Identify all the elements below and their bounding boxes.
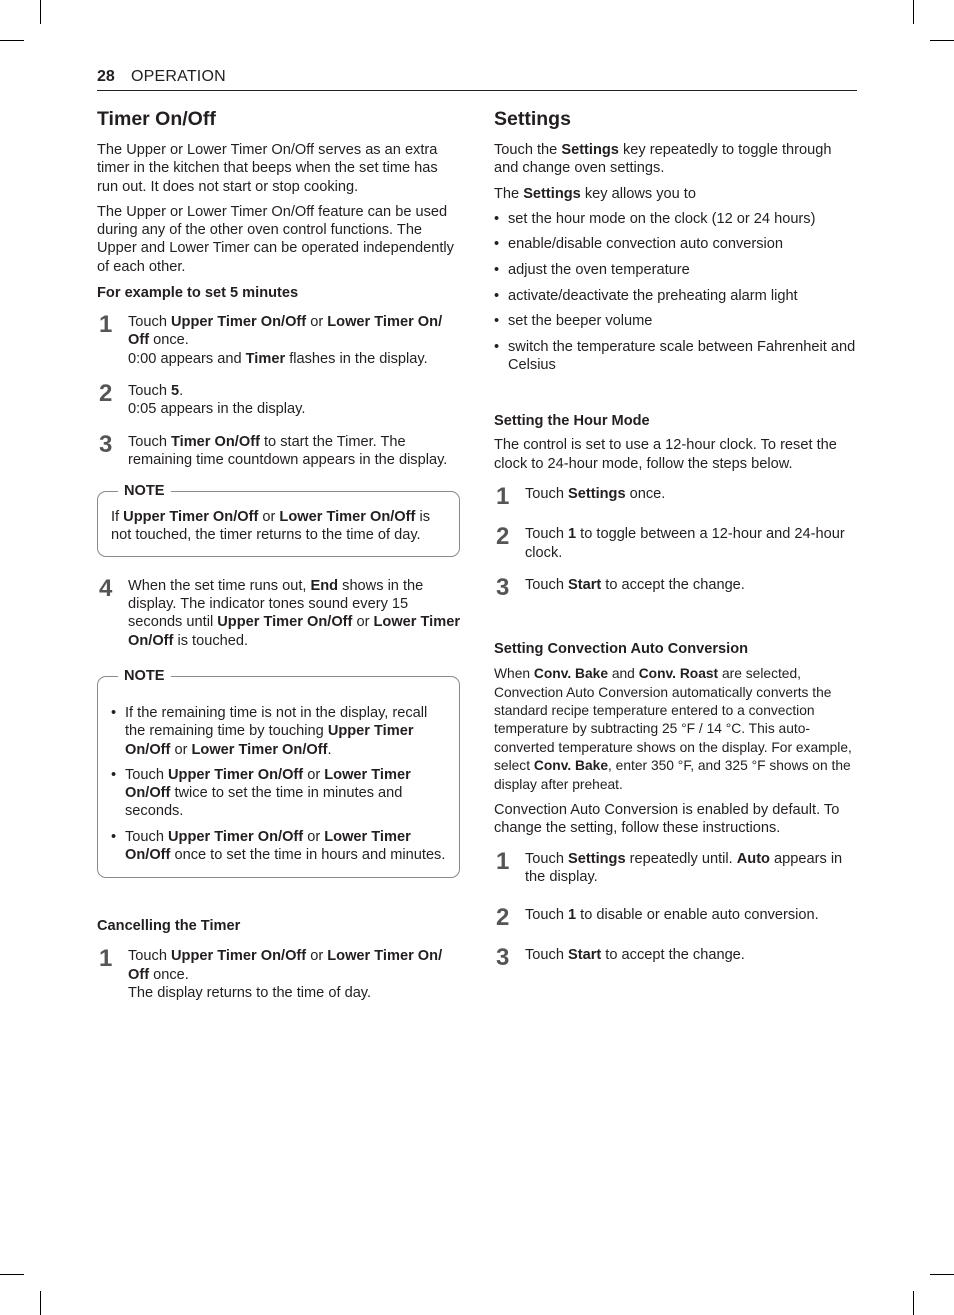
list-item: • activate/deactivate the preheating alarm light (494, 287, 857, 305)
crop-mark (913, 1291, 914, 1315)
crop-mark (40, 1291, 41, 1315)
crop-mark (0, 1274, 24, 1275)
timer-step-2: 2 Touch 5. 0:05 appears in the display. (99, 379, 306, 418)
timer-step-3: 3 Touch Timer On/Off to start the Timer. The remaining time countdown appears in the display. (99, 430, 448, 468)
note-label: NOTE (118, 667, 171, 685)
step-number: 3 (496, 943, 510, 971)
crop-mark (930, 40, 954, 41)
step-number: 1 (496, 847, 510, 875)
timer-intro-2: The Upper or Lower Timer On/Off feature can be used during any of the other oven control functions. The Upper and Lower Timer can be operated independently of each other. (97, 203, 454, 275)
hour-step-2: 2 Touch 1 to toggle between a 12-hour and 24-hour clock. (496, 523, 845, 561)
settings-intro: Touch the Settings key repeatedly to toggle through and change oven settings. (494, 142, 832, 177)
note-label: NOTE (118, 482, 171, 500)
page-header (97, 66, 857, 91)
step-number: 1 (496, 483, 510, 511)
conv-description: When Conv. Bake and Conv. Roast are selected, Convection Auto Conversion automatically converts the standard recipe temperature entered to a convection temperature by subtracting 25 °F / 14 °C. This auto-converted temperature shows on the display. For example, select Conv. Bake, enter 350 °F, and 325 °F shows on the display after preheat. (494, 666, 852, 792)
crop-mark (0, 40, 24, 41)
step-number: 3 (496, 573, 510, 601)
step-number: 4 (99, 574, 113, 602)
list-item: • adjust the oven temperature (494, 261, 857, 279)
conv-step-2: 2 Touch 1 to disable or enable auto conversion. (496, 904, 819, 932)
note-item: • Touch Upper Timer On/Off or Lower Timer On/Off once to set the time in hours and minutes. (111, 828, 446, 865)
hour-mode-intro: The control is set to use a 12-hour clock. To reset the clock to 24-hour mode, follow the steps below. (494, 437, 837, 472)
conv-heading: Setting Convection Auto Conversion (494, 641, 749, 658)
settings-title: Settings (494, 108, 571, 130)
hour-mode-heading: Setting the Hour Mode (494, 413, 650, 430)
crop-mark (930, 1274, 954, 1275)
settings-list (494, 210, 857, 375)
step-number: 3 (99, 430, 113, 458)
step-number: 1 (99, 311, 113, 339)
crop-mark (913, 0, 914, 24)
hour-step-3: 3 Touch Start to accept the change. (496, 573, 745, 601)
step-number: 1 (99, 945, 113, 973)
timer-step-4: 4 When the set time runs out, End shows in the display. The indicator tones sound every 15 seconds until Upper Timer On/Off or Lower Timer On/Off is touched. (99, 574, 461, 649)
note-item: • If the remaining time is not in the display, recall the remaining time by touching Upper Timer On/Off or Lower Timer On/Off. (111, 704, 446, 759)
cancel-step-1: 1 Touch Upper Timer On/Off or Lower Timer On/ Off once. The display returns to the time of day. (99, 945, 443, 1001)
list-item: • set the beeper volume (494, 312, 857, 330)
step-number: 2 (496, 523, 510, 551)
page-number: 28 (97, 68, 115, 85)
timer-step-1: 1 Touch Upper Timer On/Off or Lower Timer On/ Off once. 0:00 appears and Timer flashes in the display. (99, 311, 443, 367)
section-title: OPERATION (131, 68, 226, 85)
timer-title: Timer On/Off (97, 108, 216, 130)
example-heading: For example to set 5 minutes (97, 285, 299, 302)
left-column (97, 106, 460, 1002)
conv-step-3: 3 Touch Start to accept the change. (496, 943, 745, 971)
conv-default: Convection Auto Conversion is enabled by default. To change the setting, follow these instructions. (494, 802, 840, 837)
note-box-1: NOTE If Upper Timer On/Off or Lower Timer On/Off is not touched, the timer returns to the time of day. (97, 491, 460, 557)
settings-allows: The Settings key allows you to (494, 185, 696, 202)
right-column (494, 106, 857, 971)
cancel-heading: Cancelling the Timer (97, 918, 241, 935)
list-item: • enable/disable convection auto conversion (494, 235, 857, 253)
hour-step-1: 1 Touch Settings once. (496, 483, 666, 511)
step-number: 2 (99, 379, 113, 407)
conv-step-1: 1 Touch Settings repeatedly until. Auto appears in the display. (496, 847, 843, 885)
timer-intro-1: The Upper or Lower Timer On/Off serves as an extra timer in the kitchen that beeps when the set time has run out. It does not start or stop cooking. (97, 142, 438, 195)
step-number: 2 (496, 904, 510, 932)
list-item: • switch the temperature scale between Fahrenheit and Celsius (494, 338, 857, 375)
note-box-2 (97, 667, 460, 878)
crop-mark (40, 0, 41, 24)
note-item: • Touch Upper Timer On/Off or Lower Timer On/Off twice to set the time in minutes and seconds. (111, 766, 446, 821)
list-item: • set the hour mode on the clock (12 or 24 hours) (494, 210, 857, 228)
